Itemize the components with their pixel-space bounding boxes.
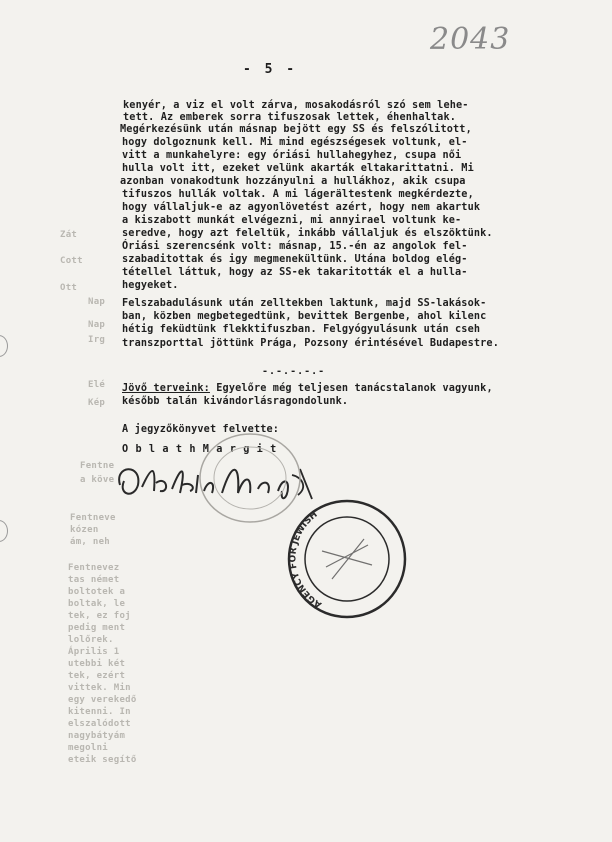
bleed-line: utebbi két — [68, 659, 126, 669]
text-line: vitt a munkahelyre: egy óriási hullahegyhez, csupa női — [122, 150, 462, 161]
text-line: Felszabadulásunk után zelltekben laktunk, majd SS-lakások- — [122, 298, 487, 309]
bleed-line: egy verekedő — [68, 695, 137, 705]
bleed-margin: Nap — [88, 320, 106, 330]
bleed-line: nagybátyám — [68, 731, 126, 741]
text-line: hétig feküdtünk flekktifuszban. Felgyógyulásunk után cseh — [122, 324, 481, 335]
bleed-line: Fentneve — [70, 513, 116, 523]
text-line: szabaditottak és igy megmenekültünk. Utána boldog elég- — [122, 254, 468, 265]
bleed-line: eteik segítő — [68, 755, 137, 765]
bleed-margin: Elé — [88, 380, 106, 390]
bleed-margin: Ott — [60, 283, 78, 293]
bleed-line: megolni — [68, 743, 109, 753]
bleed-margin: Irg — [88, 335, 106, 345]
text-line: kenyér, a viz el volt zárva, mosakodásról szó sem lehe- — [123, 100, 469, 111]
bleed-margin: Zát — [60, 230, 78, 240]
bleed-line: tek, ez foj — [68, 611, 131, 621]
bleed-line: kitenni. In — [68, 707, 131, 717]
text-line: Megérkezésünk után másnap bejött egy SS és felszólitott, — [120, 124, 472, 135]
bleed-line: a köve — [80, 475, 115, 485]
text-line: tifuszos hullák voltak. A mi lágerältestenk megkérdezte, — [122, 189, 474, 200]
faint-stamp — [195, 428, 305, 528]
text-line: hegyeket. — [122, 280, 179, 291]
bleed-line: tas német — [68, 575, 120, 585]
plans-line — [122, 383, 493, 394]
bleed-line: boltotek a — [68, 587, 126, 597]
stamp-text: AGENCY FOR JEWISH — [288, 509, 324, 610]
text-line: azonban vonakodtunk hozzányulni a hullákhoz, akik csupa — [120, 176, 466, 187]
plans-line-2: később talán kivándorlásragondolunk. — [122, 396, 349, 407]
page-number: - 5 - — [243, 62, 298, 77]
bleed-line: pedig ment — [68, 623, 126, 633]
text-line: tett. Az emberek sorra tifuszosak lettek, éhenhaltak. — [123, 112, 457, 123]
record-taker-name: O b l a t h M a r g i t — [122, 444, 277, 455]
text-line: Óriási szerencsénk volt: másnap, 15.-én az angolok fel- — [122, 241, 468, 252]
section-divider: -.-.-.-.- — [262, 366, 326, 377]
text-line: transzporttal jöttünk Prága, Pozsony érintésével Budapestre. — [122, 338, 500, 349]
organization-stamp — [280, 495, 415, 625]
punch-hole — [0, 335, 8, 357]
plans-text: Egyelőre még teljesen tanácstalanok vagyunk, — [209, 383, 493, 394]
text-line: hogy dolgoznunk kell. Mi mind egészségesek voltunk, el- — [122, 137, 468, 148]
bleed-line: Fentne — [80, 461, 115, 471]
bleed-line: elszalódott — [68, 719, 131, 729]
punch-hole — [0, 520, 8, 542]
bleed-line: kózen — [70, 525, 99, 535]
bleed-line: vittek. Min — [68, 683, 131, 693]
bleed-line: lolőrek. — [68, 635, 114, 645]
text-line: hogy vállaljuk-e az agyonlövetést azért, hogy nem akartuk — [122, 202, 481, 213]
bleed-line: boltak, le — [68, 599, 126, 609]
text-line: hulla volt itt, ezeket velünk akarták eltakarittatni. Mi — [122, 163, 474, 174]
text-line: a kiszabott munkát elvégezni, mi annyirael voltunk ke- — [122, 215, 462, 226]
text-line: seredve, hogy azt feleltük, inkább vállaljuk és elszöktünk. — [122, 228, 493, 239]
record-taker-label: A jegyzőkönyvet felvette: — [122, 424, 280, 435]
bleed-margin: Cott — [60, 256, 83, 266]
bleed-line: Április 1 — [68, 647, 120, 657]
bleed-line: tek, ezért — [68, 671, 126, 681]
text-line: tétellel láttuk, hogy az SS-ek takaritották el a hulla- — [122, 267, 468, 278]
archive-number: 2043 — [430, 22, 511, 57]
bleed-line: ám, neh — [70, 537, 111, 547]
bleed-margin: Kép — [88, 398, 106, 408]
plans-label: Jövő terveink: — [122, 383, 210, 394]
bleed-margin: Nap — [88, 297, 106, 307]
bleed-line: Fentnevez — [68, 563, 120, 573]
text-line: ban, közben megbetegedtünk, bevittek Bergenbe, ahol kilenc — [122, 311, 487, 322]
svg-text:AGENCY FOR JEWISH — [288, 510, 323, 610]
